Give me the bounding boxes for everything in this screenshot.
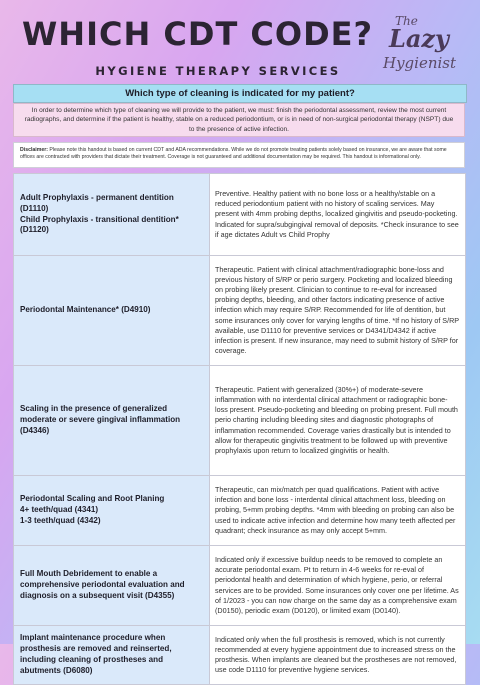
logo-line-3: Hygienist [383,54,457,72]
page-title: WHICH CDT CODE? [22,15,374,53]
table-row [14,256,466,366]
logo-line-1: The [395,14,418,28]
code-cell [14,256,210,366]
description-cell: Preventive. Healthy patient with no bone loss or a healthy/stable on a reduced periodontium patient with no history of scaling services. May present with 4mm probing depths, localized gingivitis and pseudo-pocketing. Indicated for supra/subgingival removal of deposits. *Check insurance to see if age dictates Adult vs Child Prophy [210,174,466,256]
code-label: Periodontal Maintenance* (D4910) [20,305,151,315]
description-cell: Therapeutic. Patient with generalized (30%+) of moderate-severe inflammation with no interdental clinical attachment or radiographic bone-loss present. Pseudo-pocketing and bleeding on probing present. Full mouth perio charting including bleeding sites and diagnostic photographs of inflammation recommended. Coverage varies drastically but is intended to allow for therapeutic gingivitis treatment to be followed up with preventive prophylaxis upon return to localized gingivitis or health. [210,366,466,476]
code-cell [14,476,210,546]
intro-box [13,103,465,137]
description-cell: Therapeutic. Patient with clinical attachment/radiographic bone-loss and previous history of S/RP or perio surgery. Pocketing and localized bleeding on probing likely present. Clinician to continue to re-eval for increased probing depths, bleeding, and other factors indicating presence of active infection which may require S/RP. Recommended for life of dentition, but some insurances only cover for varying lengths of time. *If no history of S/RP available, use D1110 for preventive services or D4341/D4342 if active infection is present. If new insurance, may need to submit history of S/RP for coverage. [210,256,466,366]
table-row [14,546,466,626]
intro-text: In order to determine which type of cleaning we will provide to the patient, we must: finish the periodontal assessment, review the most current radiographs, and determine if the patient is healthy, stable on a reduced periodontium, or is in need of non-surgical periodontal therapy (NSPT) due to the presence of active infection. [24,106,454,133]
code-label: Periodontal Scaling and Root Planing [20,494,165,504]
code-label: Implant maintenance procedure when prosthesis are removed and reinserted, including cleaning of prostheses and abutments (D6080) [20,633,172,675]
code-label: Adult Prophylaxis - permanent dentition (D1110) [20,192,174,213]
table-row [14,476,466,546]
table-row [14,626,466,685]
disclaimer-text: Please note this handout is based on current CDT and ADA recommendations. While we do not promote treating patients solely based on insurance, we are aware that some offices are contracted with providers that dictate their treatment. Coverage is not guaranteed and additional documentation may be required. This handout is informational only. [20,147,447,161]
code-label: Child Prophylaxis - transitional dentition* (D1120) [20,214,179,235]
page-subtitle: HYGIENE THERAPY SERVICES [95,64,341,78]
code-cell [14,626,210,685]
code-label: 4+ teeth/quad (4341) [20,505,99,515]
code-label: Full Mouth Debridement to enable a comprehensive periodontal evaluation and diagnosis on a subsequent visit (D4355) [20,569,185,600]
cdt-code-table [13,173,466,685]
description-cell: Indicated only when the full prosthesis is removed, which is not currently recommended at every hygiene appointment due to increased stress on the prosthesis. When implants are cleaned but the prostheses are not removed, use code D1110 for preventive hygiene services. [210,626,466,685]
description-cell: Indicated only if excessive buildup needs to be removed to complete an accurate periodontal exam. Pt to return in 4-6 weeks for re-eval of periodontal health and determination of which hygiene, perio, or referral services are to be provided. Some insurances only cover one per lifetime. As of 1/2023 - you can now charge on the same day as a comprehensive exam (D0150), periodic exam (D0120), or limited exam (D0140). [210,546,466,626]
code-cell [14,174,210,256]
code-cell [14,366,210,476]
code-label: Scaling in the presence of generalized moderate or severe gingival inflammation (D4346) [20,404,181,435]
brand-logo [381,12,463,84]
code-cell [14,546,210,626]
table-row [14,366,466,476]
logo-line-2: Lazy [389,24,449,53]
disclaimer-box [13,142,465,168]
disclaimer-label: Disclaimer: [20,147,48,153]
description-cell: Therapeutic, can mix/match per quad qualifications. Patient with active infection and bone loss - interdental clinical attachment loss, bleeding on probing, 5+mm probing depths. *4mm with bleeding on probing can also be used to indicate active infection and determine how many teeth affected per quadrant; check insurance as may only accept 5+mm. [210,476,466,546]
question-banner: Which type of cleaning is indicated for my patient? [13,84,467,103]
table-row [14,174,466,256]
code-label: 1-3 teeth/quad (4342) [20,515,101,525]
